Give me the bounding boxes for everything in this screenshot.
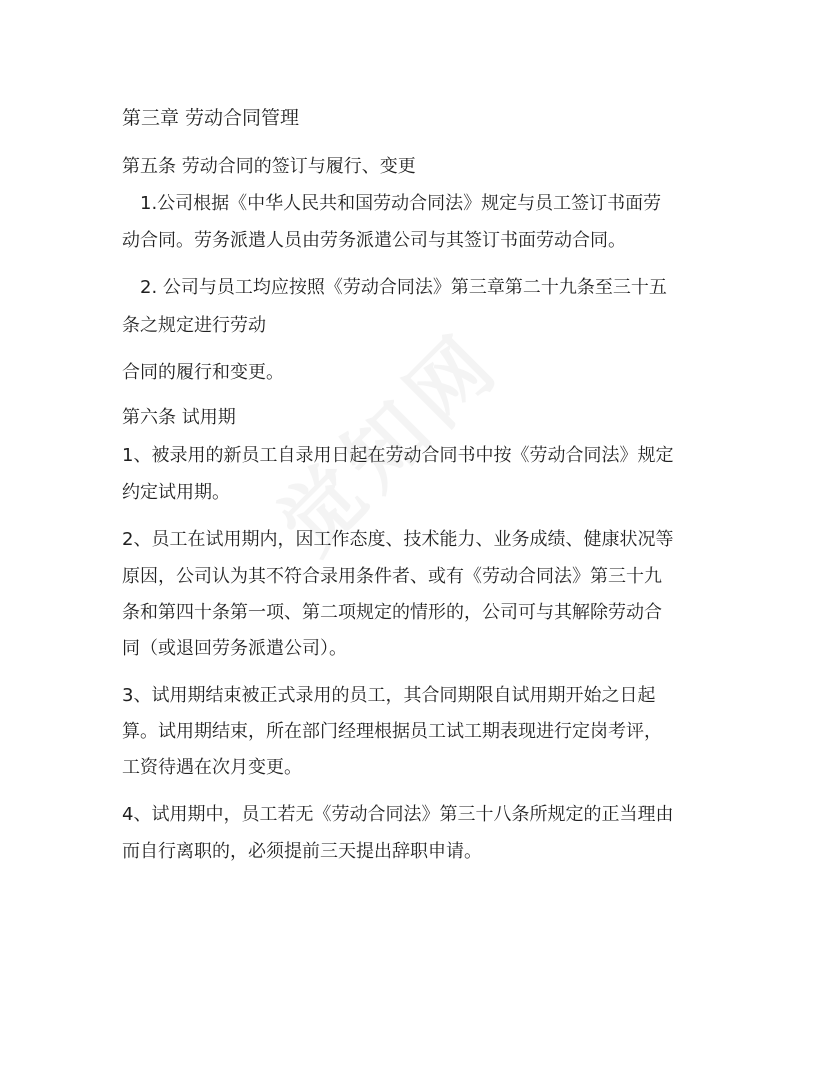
paragraph-line: 同（或退回劳务派遣公司）。 bbox=[122, 638, 347, 659]
paragraph-line: 2. 公司与员工均应按照《劳动合同法》第三章第二十九条至三十五 bbox=[140, 277, 667, 298]
paragraph-line: 合同的履行和变更。 bbox=[122, 362, 284, 383]
paragraph-line: 1、被录用的新员工自录用日起在劳动合同书中按《劳动合同法》规定 bbox=[122, 445, 674, 466]
paragraph-line: 算。试用期结束，所在部门经理根据员工试工期表现进行定岗考评， bbox=[122, 721, 662, 742]
paragraph-line: 2、员工在试用期内，因工作态度、技术能力、业务成绩、健康状况等 bbox=[122, 529, 674, 550]
article-5-title: 第五条 劳动合同的签订与履行、变更 bbox=[122, 156, 416, 177]
paragraph-line: 约定试用期。 bbox=[122, 482, 230, 503]
paragraph-line: 3、试用期结束被正式录用的员工，其合同期限自试用期开始之日起 bbox=[122, 685, 656, 706]
paragraph-line: 条和第四十条第一项、第二项规定的情形的，公司可与其解除劳动合 bbox=[122, 602, 662, 623]
paragraph-line: 动合同。劳务派遣人员由劳务派遣公司与其签订书面劳动合同。 bbox=[122, 230, 626, 251]
chapter-title: 第三章 劳动合同管理 bbox=[122, 107, 300, 129]
paragraph-line: 原因，公司认为其不符合录用条件者、或有《劳动合同法》第三十九 bbox=[122, 566, 662, 587]
article-6-title: 第六条 试用期 bbox=[122, 407, 236, 428]
paragraph-line: 而自行离职的，必须提前三天提出辞职申请。 bbox=[122, 841, 482, 862]
paragraph-line: 工资待遇在次月变更。 bbox=[122, 757, 302, 778]
paragraph-line: 条之规定进行劳动 bbox=[122, 315, 266, 336]
paragraph-line: 4、试用期中，员工若无《劳动合同法》第三十八条所规定的正当理由 bbox=[122, 804, 674, 825]
paragraph-line: 1.公司根据《中华人民共和国劳动合同法》规定与员工签订书面劳 bbox=[140, 193, 662, 214]
